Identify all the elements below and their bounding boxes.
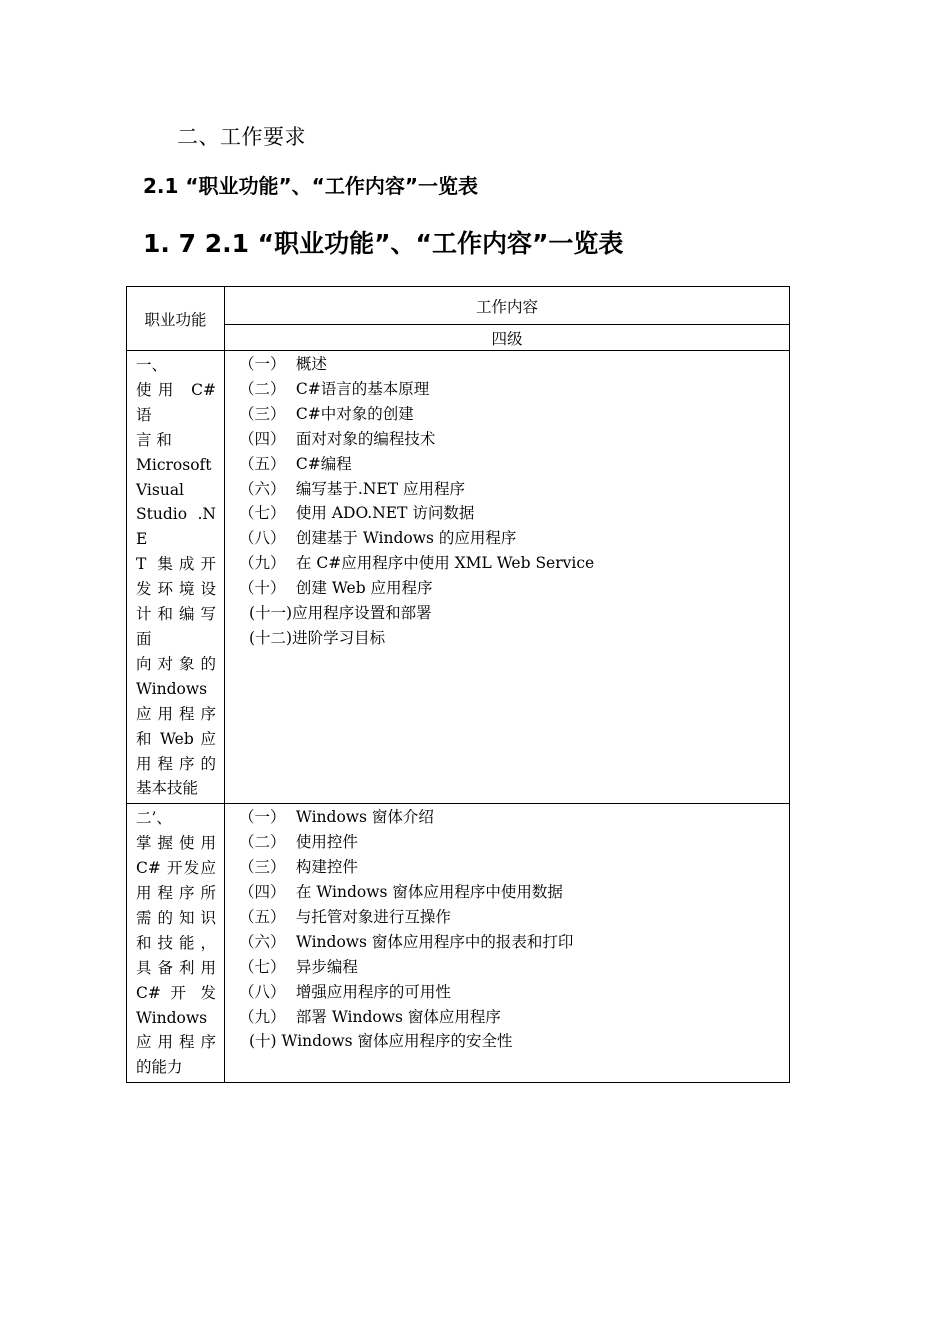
function-line: Windows	[136, 1008, 208, 1027]
list-item	[239, 930, 789, 955]
header-function: 职业功能	[127, 287, 225, 351]
item-number: （一）	[239, 355, 286, 373]
function-line: Windows	[136, 679, 208, 698]
item-text: C#编程	[291, 454, 352, 473]
item-number: （七）	[239, 504, 286, 523]
item-text: 在 C#应用程序中使用 XML Web Service	[291, 554, 595, 573]
item-number: （九）	[239, 1007, 286, 1026]
main-heading: 1. 7 2.1 “职业功能”、“工作内容”一览表	[143, 229, 624, 258]
item-text: C#语言的基本原理	[291, 379, 430, 398]
list-item	[239, 855, 789, 880]
item-number: （八）	[239, 529, 286, 548]
content-cell	[225, 804, 790, 1083]
item-text: 与托管对象进行互操作	[291, 907, 451, 926]
item-text: 在 Windows 窗体应用程序中使用数据	[291, 883, 563, 902]
table-row	[127, 804, 790, 1083]
item-text: Windows 窗体应用程序中的报表和打印	[291, 932, 574, 951]
list-item	[239, 377, 789, 402]
function-line: 应用程序	[136, 704, 216, 723]
function-line: T 集成开	[136, 555, 216, 574]
content-cell	[225, 351, 790, 804]
item-number: （五）	[239, 907, 286, 926]
item-number: （四）	[239, 429, 286, 448]
function-line: Studio .NE	[136, 505, 216, 549]
list-item	[239, 980, 789, 1005]
item-text: 使用 ADO.NET 访问数据	[291, 504, 475, 523]
item-text: 创建基于 Windows 的应用程序	[291, 529, 517, 548]
function-line: Visual	[136, 480, 185, 499]
item-text: 进阶学习目标	[292, 628, 386, 647]
function-line: 用程序所	[136, 884, 216, 903]
item-number: （八）	[239, 982, 286, 1001]
function-line: 二’、	[136, 809, 172, 828]
list-item	[239, 352, 789, 377]
list-item	[239, 601, 789, 626]
subheading: 2.1 “职业功能”、“工作内容”一览表	[143, 174, 478, 198]
item-number: （七）	[239, 957, 286, 976]
function-line: 掌握使用	[136, 834, 216, 853]
function-line: 的能力	[136, 1058, 183, 1077]
item-number: (十)	[249, 1032, 277, 1051]
list-item	[239, 905, 789, 930]
function-line: C# 开发应	[136, 859, 216, 878]
function-line: 基本技能	[136, 779, 199, 798]
list-item	[239, 402, 789, 427]
item-number: (十二)	[249, 628, 293, 647]
function-line: 言 和	[136, 430, 172, 449]
list-item	[239, 576, 789, 601]
function-cell	[127, 804, 225, 1083]
function-line: 和技能，	[136, 933, 216, 952]
list-item	[239, 1029, 789, 1054]
item-number: （一）	[239, 808, 286, 827]
function-line: 应用程序	[136, 1033, 216, 1052]
function-line: C# 开 发	[136, 983, 216, 1002]
function-line: 需的知识	[136, 908, 216, 927]
function-line: 具备利用	[136, 958, 216, 977]
header-level: 四级	[225, 325, 790, 351]
header-content: 工作内容	[225, 287, 790, 325]
function-line: Microsoft	[136, 455, 212, 474]
item-text: 增强应用程序的可用性	[291, 982, 451, 1001]
function-line: 使用 C# 语	[136, 380, 216, 424]
function-text	[127, 351, 224, 803]
item-text: 概述	[291, 355, 327, 373]
list-item	[239, 880, 789, 905]
item-text: 部署 Windows 窗体应用程序	[291, 1007, 501, 1026]
item-number: （九）	[239, 554, 286, 573]
function-text	[127, 804, 224, 1082]
list-item	[239, 551, 789, 576]
table-row	[127, 351, 790, 804]
item-text: C#中对象的创建	[291, 404, 414, 423]
list-item	[239, 830, 789, 855]
item-text: Windows 窗体介绍	[291, 808, 434, 827]
item-number: （五）	[239, 454, 286, 473]
item-number: （二）	[239, 379, 286, 398]
item-number: （三）	[239, 404, 286, 423]
list-item	[239, 452, 789, 477]
section-heading: 二、工作要求	[177, 125, 306, 149]
function-cell	[127, 351, 225, 804]
item-text: 异步编程	[291, 957, 358, 976]
list-item	[239, 805, 789, 830]
function-line: 计和编写	[136, 605, 216, 624]
list-item	[239, 427, 789, 452]
function-content-table	[126, 286, 790, 1083]
content-list	[225, 351, 789, 655]
item-number: （三）	[239, 858, 286, 877]
item-number: （十）	[239, 579, 286, 598]
item-text: Windows 窗体应用程序的安全性	[276, 1032, 513, 1051]
item-text: 创建 Web 应用程序	[291, 579, 433, 598]
list-item	[239, 526, 789, 551]
list-item	[239, 501, 789, 526]
content-list	[225, 804, 789, 1058]
function-line: 和 Web 应	[136, 729, 216, 748]
function-line: 一、	[136, 356, 168, 374]
item-text: 编写基于.NET 应用程序	[291, 479, 465, 498]
item-number: （六）	[239, 479, 286, 498]
list-item	[239, 1005, 789, 1030]
item-number: （二）	[239, 833, 286, 852]
item-number: （六）	[239, 932, 286, 951]
function-line: 向对象的	[136, 654, 216, 673]
item-text: 使用控件	[291, 833, 358, 852]
function-line: 发环境设	[136, 580, 216, 599]
item-number: （四）	[239, 883, 286, 902]
item-text: 面对对象的编程技术	[291, 429, 436, 448]
function-line: 用程序的	[136, 754, 216, 773]
list-item	[239, 626, 789, 651]
list-item	[239, 955, 789, 980]
item-text: 构建控件	[291, 858, 358, 877]
list-item	[239, 477, 789, 502]
item-text: 应用程序设置和部署	[292, 604, 432, 623]
function-line: 面	[136, 629, 152, 648]
item-number: (十一)	[249, 604, 293, 623]
